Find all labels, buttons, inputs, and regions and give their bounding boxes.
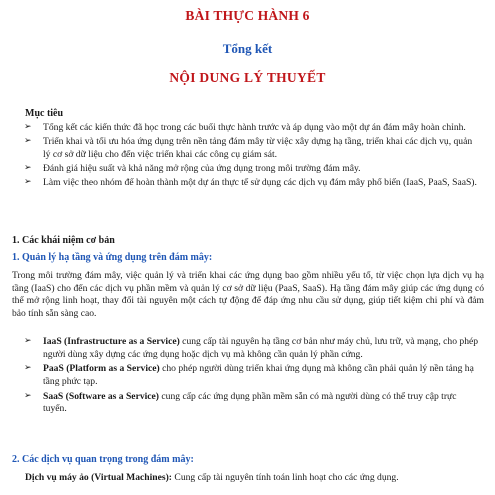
arrow-bullet-icon: ➢: [24, 390, 32, 401]
objective-text: Triển khai và tối ưu hóa ứng dụng trên nền tảng đám mây từ việc xây dựng hạ tầng, triển khai các dịch vụ, quản lý cơ sở dữ liệu cho đến việc triển khai các công cụ giám sát.: [43, 136, 473, 160]
objectives-list: [24, 122, 479, 191]
list-item: [24, 363, 482, 388]
arrow-bullet-icon: ➢: [24, 122, 32, 132]
service-term: SaaS (Software as a Service): [43, 390, 159, 402]
service-description: cung cấp các ứng dụng phần mềm sẵn có mà người dùng có thể truy cập trực tuyến.: [43, 390, 457, 415]
list-item: [24, 163, 479, 176]
objective-text: Tổng kết các kiến thức đã học trong các buổi thực hành trước và áp dụng vào một dự án đám mây hoàn chỉnh.: [43, 122, 466, 133]
subheading-important-services: 2. Các dịch vụ quan trọng trong đám mây:: [12, 454, 194, 465]
list-item: [24, 177, 479, 190]
subheading-cloud-management: 1. Quản lý hạ tầng và ứng dụng trên đám mây:: [12, 252, 213, 263]
list-item: [24, 336, 482, 361]
vm-service-line: [25, 472, 485, 485]
service-models-list: [24, 336, 482, 418]
service-term: PaaS (Platform as a Service): [43, 363, 160, 375]
vm-term: Dịch vụ máy ảo (Virtual Machines):: [25, 472, 173, 483]
objectives-label: Mục tiêu: [25, 108, 64, 119]
vm-description: Cung cấp tài nguyên tính toán linh hoạt cho các ứng dụng.: [172, 472, 399, 483]
lab-title: BÀI THỰC HÀNH 6: [185, 8, 310, 23]
service-description: cung cấp tài nguyên hạ tầng cơ bản như máy chủ, lưu trữ, và mạng, cho phép người dùng xây dựng các ứng dụng hoặc dịch vụ mà không cần quản lý phần cứng.: [43, 336, 479, 360]
arrow-bullet-icon: ➢: [24, 363, 32, 374]
service-description: cho phép người dùng triển khai ứng dụng mà không cần phải quản lý nền tảng hạ tầng phức tạp.: [43, 363, 474, 387]
arrow-bullet-icon: ➢: [24, 162, 32, 173]
section-heading-basic-concepts: 1. Các khái niệm cơ bản: [12, 235, 115, 246]
list-item: [24, 391, 482, 416]
objective-text: Đánh giá hiệu suất và khả năng mở rộng của ứng dụng trong môi trường đám mây.: [43, 162, 361, 174]
arrow-bullet-icon: ➢: [24, 177, 32, 188]
intro-paragraph: Trong môi trường đám mây, việc quản lý và triển khai các ứng dụng bao gồm nhiều yếu tố, từ việc chọn lựa dịch vụ hạ tầng (IaaS) cho đến các dịch vụ phần mềm và quản lý cơ sở dữ liệu (PaaS, SaaS). Hạ tầng đám mây giúp các ứng dụng có thể mở rộng linh hoạt, thay đổi tài nguyên một cách tự động để đáp ứng nhu cầu sử dụng, giúp tiết kiệm chi phí và đảm bảo tính sẵn sàng cao.: [12, 270, 484, 319]
lab-subtitle: Tổng kết: [222, 41, 273, 56]
objective-text: Làm việc theo nhóm để hoàn thành một dự án thực tế sử dụng các dịch vụ đám mây phổ biến (IaaS, PaaS, SaaS).: [43, 177, 477, 189]
arrow-bullet-icon: ➢: [24, 336, 32, 346]
arrow-bullet-icon: ➢: [24, 136, 32, 147]
list-item: [24, 122, 479, 135]
theory-title: NỘI DUNG LÝ THUYẾT: [169, 70, 326, 85]
list-item: [24, 136, 479, 161]
service-term: IaaS (Infrastructure as a Service): [43, 336, 180, 347]
